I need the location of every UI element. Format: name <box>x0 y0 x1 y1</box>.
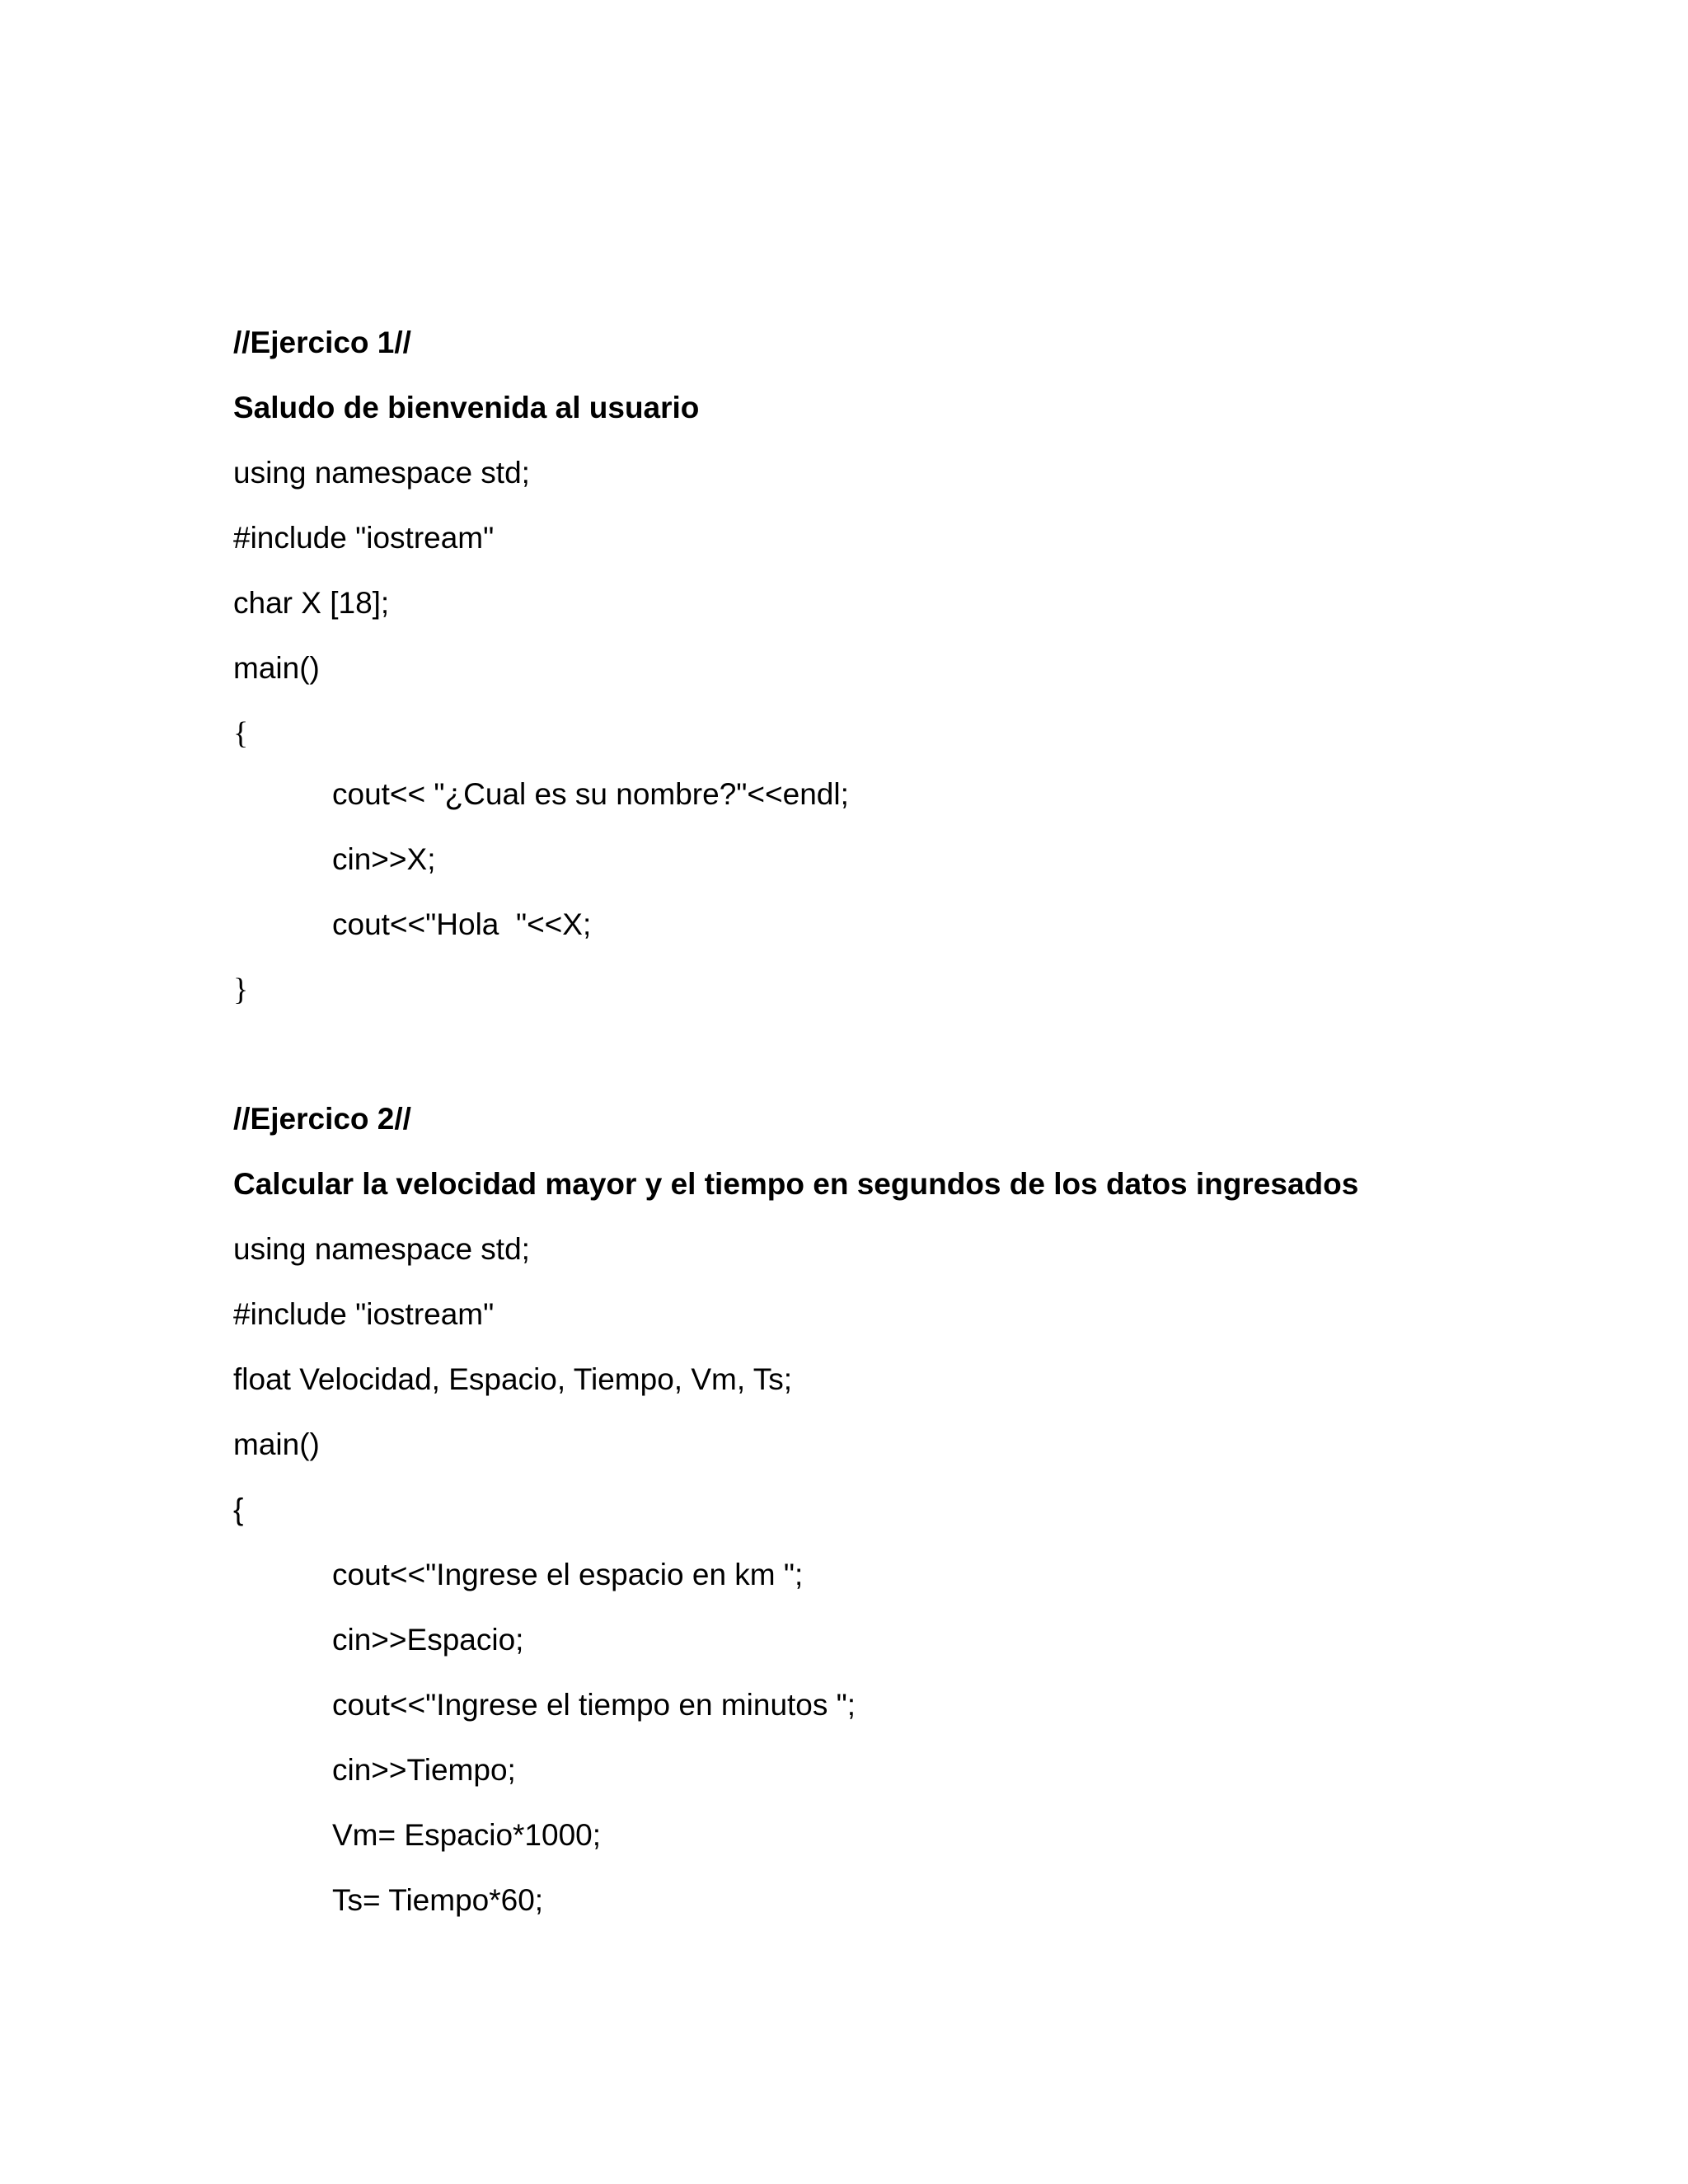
code-line: cout<<"Hola "<<X; <box>332 907 592 941</box>
open-brace: { <box>233 716 249 751</box>
code-line: #include "iostream" <box>233 521 495 555</box>
code-line: cin>>X; <box>332 842 436 876</box>
code-line: using namespace std; <box>233 1232 530 1266</box>
code-line: cin>>Tiempo; <box>332 1753 516 1787</box>
exercise2-heading: //Ejercico 2// <box>233 1102 411 1136</box>
code-line: #include "iostream" <box>233 1297 495 1331</box>
code-line: Vm= Espacio*1000; <box>332 1818 602 1852</box>
code-line: cin>>Espacio; <box>332 1623 524 1657</box>
code-line: main() <box>233 651 320 685</box>
code-line: using namespace std; <box>233 456 530 490</box>
code-line: main() <box>233 1427 320 1461</box>
code-line: cout<<"Ingrese el tiempo en minutos "; <box>332 1688 856 1722</box>
code-line: cout<< "¿Cual es su nombre?"<<endl; <box>332 777 849 811</box>
code-line: cout<<"Ingrese el espacio en km "; <box>332 1558 804 1591</box>
close-brace: } <box>233 972 249 1007</box>
code-line: float Velocidad, Espacio, Tiempo, Vm, Ts; <box>233 1362 792 1396</box>
open-brace: { <box>233 1493 244 1526</box>
code-line: Ts= Tiempo*60; <box>332 1883 544 1917</box>
exercise2-title: Calcular la velocidad mayor y el tiempo en segundos de los datos ingresados <box>233 1167 1359 1201</box>
exercise1-heading: //Ejercico 1// <box>233 326 411 359</box>
code-line: char X [18]; <box>233 586 390 620</box>
exercise1-title: Saludo de bienvenida al usuario <box>233 391 700 424</box>
